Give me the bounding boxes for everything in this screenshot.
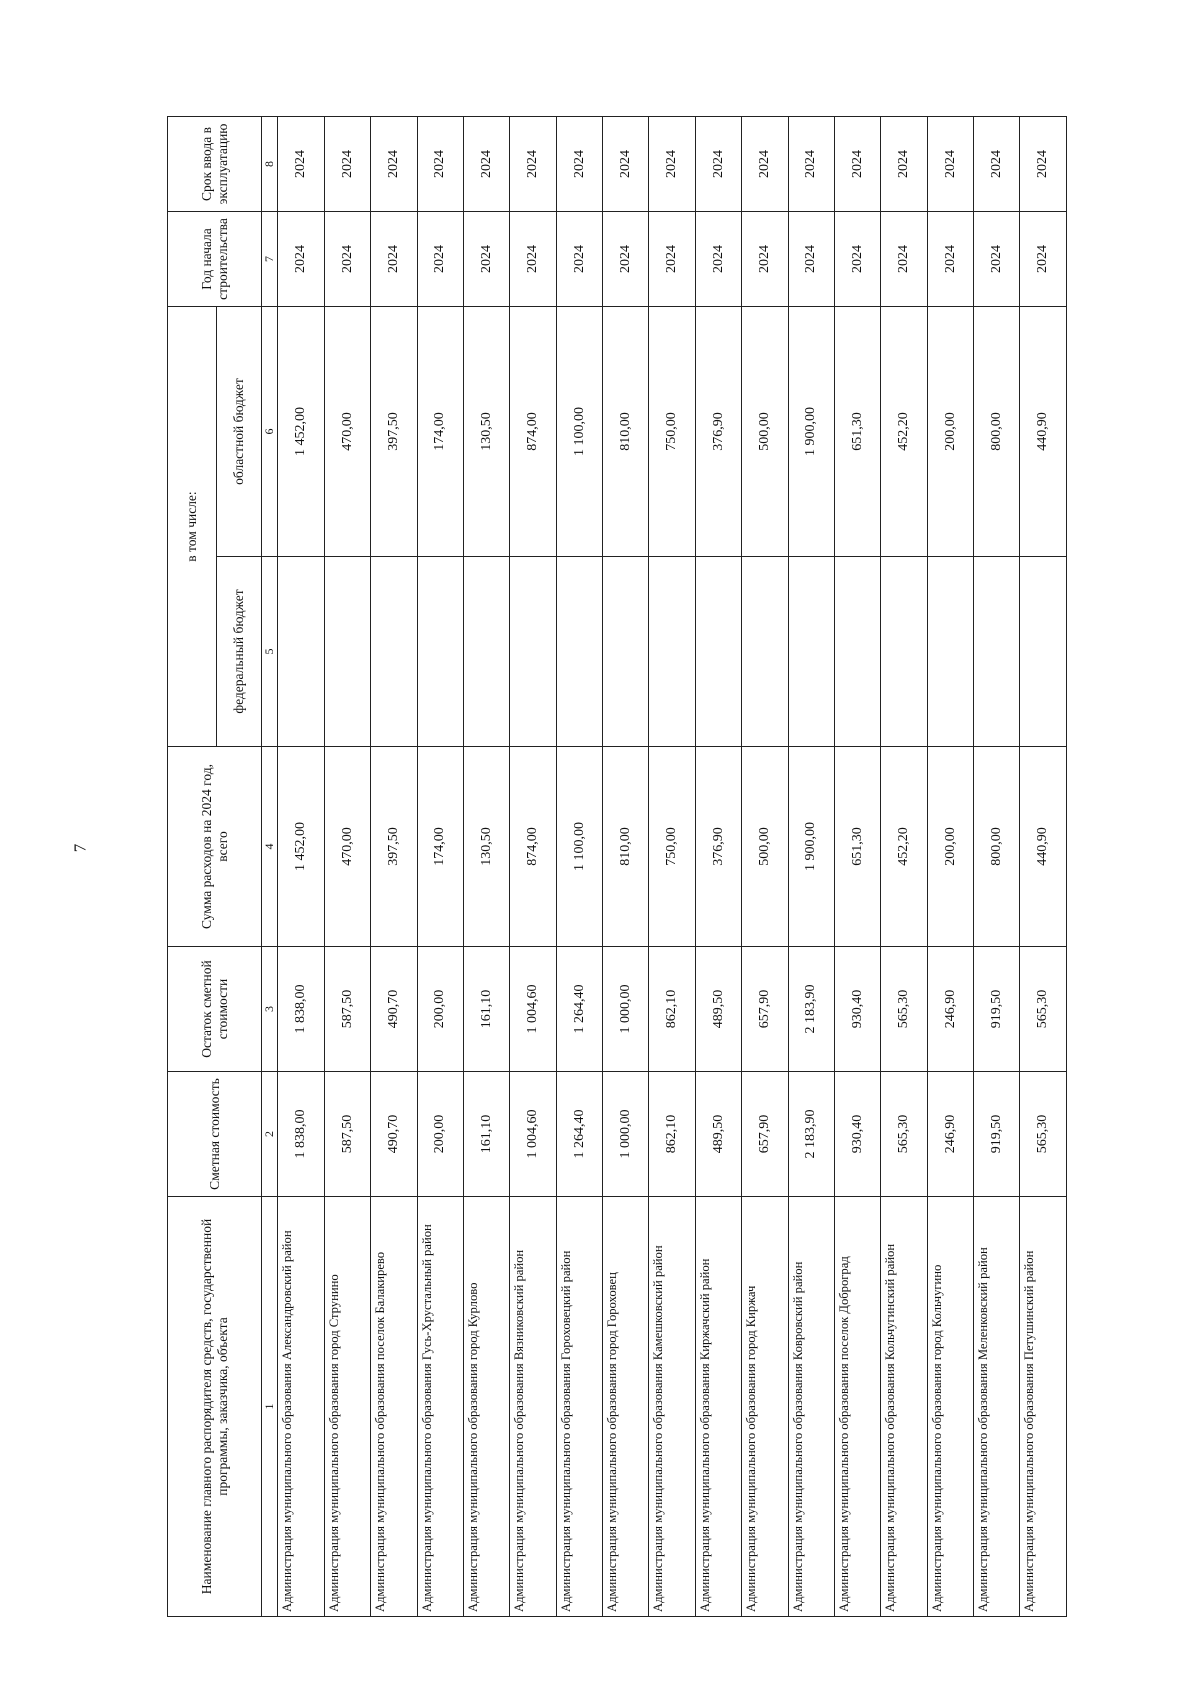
cell-recipient-name: Администрация муниципального образования Кольчугинский район: [881, 1197, 927, 1617]
cell-remaining-cost: 161,10: [463, 947, 509, 1072]
cell-commission-date: 2024: [556, 117, 602, 212]
cell-federal-budget: [649, 557, 695, 747]
cell-regional-budget: 200,00: [927, 307, 973, 557]
cell-regional-budget: 452,20: [881, 307, 927, 557]
column-number: 2: [262, 1072, 278, 1197]
cell-estimated-cost: 565,30: [881, 1072, 927, 1197]
cell-start-year: 2024: [278, 212, 324, 307]
cell-start-year: 2024: [463, 212, 509, 307]
cell-start-year: 2024: [324, 212, 370, 307]
cell-regional-budget: 500,00: [742, 307, 788, 557]
cell-total-2024: 874,00: [510, 747, 556, 947]
cell-start-year: 2024: [556, 212, 602, 307]
cell-estimated-cost: 1 838,00: [278, 1072, 324, 1197]
header-regional-budget: областной бюджет: [217, 307, 262, 557]
cell-commission-date: 2024: [742, 117, 788, 212]
cell-commission-date: 2024: [1020, 117, 1067, 212]
cell-federal-budget: [974, 557, 1020, 747]
cell-total-2024: 397,50: [371, 747, 417, 947]
cell-regional-budget: 1 452,00: [278, 307, 324, 557]
cell-estimated-cost: 930,40: [834, 1072, 880, 1197]
cell-commission-date: 2024: [695, 117, 741, 212]
cell-remaining-cost: 657,90: [742, 947, 788, 1072]
cell-recipient-name: Администрация муниципального образования город Струнино: [324, 1197, 370, 1617]
cell-commission-date: 2024: [278, 117, 324, 212]
cell-total-2024: 174,00: [417, 747, 463, 947]
page-number: 7: [70, 843, 90, 853]
cell-commission-date: 2024: [324, 117, 370, 212]
cell-commission-date: 2024: [510, 117, 556, 212]
cell-start-year: 2024: [510, 212, 556, 307]
column-number: 6: [262, 307, 278, 557]
cell-remaining-cost: 1 838,00: [278, 947, 324, 1072]
table-row: [742, 117, 788, 1617]
cell-recipient-name: Администрация муниципального образования Ковровский район: [788, 1197, 834, 1617]
cell-estimated-cost: 1 004,60: [510, 1072, 556, 1197]
cell-commission-date: 2024: [417, 117, 463, 212]
cell-start-year: 2024: [742, 212, 788, 307]
cell-commission-date: 2024: [463, 117, 509, 212]
cell-remaining-cost: 565,30: [881, 947, 927, 1072]
header-name: Наименование главного распорядителя средств, государственной программы, заказчика, объекта: [168, 1197, 262, 1617]
cell-commission-date: 2024: [649, 117, 695, 212]
header-total-2024: Сумма расходов на 2024 год, всего: [168, 747, 262, 947]
cell-start-year: 2024: [417, 212, 463, 307]
cell-recipient-name: Администрация муниципального образования Гусь-Хрустальный район: [417, 1197, 463, 1617]
header-start-year: Год начала строительства: [168, 212, 262, 307]
cell-remaining-cost: 200,00: [417, 947, 463, 1072]
cell-remaining-cost: 1 264,40: [556, 947, 602, 1072]
cell-recipient-name: Администрация муниципального образования Камешковский район: [649, 1197, 695, 1617]
cell-regional-budget: 874,00: [510, 307, 556, 557]
cell-recipient-name: Администрация муниципального образования Гороховецкий район: [556, 1197, 602, 1617]
cell-estimated-cost: 490,70: [371, 1072, 417, 1197]
cell-recipient-name: Администрация муниципального образования поселок Доброград: [834, 1197, 880, 1617]
cell-total-2024: 1 900,00: [788, 747, 834, 947]
cell-federal-budget: [510, 557, 556, 747]
cell-total-2024: 130,50: [463, 747, 509, 947]
cell-remaining-cost: 587,50: [324, 947, 370, 1072]
cell-recipient-name: Администрация муниципального образования Петушинский район: [1020, 1197, 1067, 1617]
header-including: в том числе:: [168, 307, 217, 747]
cell-remaining-cost: 565,30: [1020, 947, 1067, 1072]
cell-federal-budget: [463, 557, 509, 747]
cell-remaining-cost: 1 004,60: [510, 947, 556, 1072]
cell-total-2024: 651,30: [834, 747, 880, 947]
cell-recipient-name: Администрация муниципального образования город Гороховец: [603, 1197, 649, 1617]
cell-remaining-cost: 930,40: [834, 947, 880, 1072]
table-row: [649, 117, 695, 1617]
cell-regional-budget: 810,00: [603, 307, 649, 557]
table-row: [278, 117, 324, 1617]
cell-total-2024: 376,90: [695, 747, 741, 947]
cell-total-2024: 1 452,00: [278, 747, 324, 947]
cell-start-year: 2024: [834, 212, 880, 307]
cell-recipient-name: Администрация муниципального образования город Киржач: [742, 1197, 788, 1617]
cell-commission-date: 2024: [603, 117, 649, 212]
rotated-table-container: [167, 117, 1067, 1617]
expenditure-table: [167, 116, 1067, 1617]
cell-start-year: 2024: [603, 212, 649, 307]
table-row: [603, 117, 649, 1617]
cell-estimated-cost: 161,10: [463, 1072, 509, 1197]
cell-regional-budget: 440,90: [1020, 307, 1067, 557]
column-number-row: [262, 117, 278, 1617]
table-row: [1020, 117, 1067, 1617]
cell-federal-budget: [695, 557, 741, 747]
cell-remaining-cost: 246,90: [927, 947, 973, 1072]
cell-regional-budget: 750,00: [649, 307, 695, 557]
column-number: 5: [262, 557, 278, 747]
cell-commission-date: 2024: [834, 117, 880, 212]
cell-start-year: 2024: [881, 212, 927, 307]
column-number: 4: [262, 747, 278, 947]
cell-start-year: 2024: [788, 212, 834, 307]
table-row: [556, 117, 602, 1617]
column-number: 7: [262, 212, 278, 307]
cell-recipient-name: Администрация муниципального образования Меленковский район: [974, 1197, 1020, 1617]
cell-total-2024: 452,20: [881, 747, 927, 947]
cell-remaining-cost: 862,10: [649, 947, 695, 1072]
cell-estimated-cost: 587,50: [324, 1072, 370, 1197]
cell-federal-budget: [324, 557, 370, 747]
cell-remaining-cost: 919,50: [974, 947, 1020, 1072]
cell-remaining-cost: 490,70: [371, 947, 417, 1072]
cell-federal-budget: [788, 557, 834, 747]
cell-remaining-cost: 1 000,00: [603, 947, 649, 1072]
cell-estimated-cost: 919,50: [974, 1072, 1020, 1197]
cell-estimated-cost: 489,50: [695, 1072, 741, 1197]
cell-total-2024: 500,00: [742, 747, 788, 947]
table-row: [974, 117, 1020, 1617]
cell-regional-budget: 376,90: [695, 307, 741, 557]
cell-total-2024: 810,00: [603, 747, 649, 947]
cell-start-year: 2024: [371, 212, 417, 307]
cell-regional-budget: 1 900,00: [788, 307, 834, 557]
cell-commission-date: 2024: [974, 117, 1020, 212]
cell-total-2024: 1 100,00: [556, 747, 602, 947]
cell-recipient-name: Администрация муниципального образования поселок Балакирево: [371, 1197, 417, 1617]
table-row: [834, 117, 880, 1617]
table-row: [417, 117, 463, 1617]
cell-regional-budget: 397,50: [371, 307, 417, 557]
table-row: [463, 117, 509, 1617]
cell-regional-budget: 1 100,00: [556, 307, 602, 557]
cell-total-2024: 470,00: [324, 747, 370, 947]
cell-total-2024: 800,00: [974, 747, 1020, 947]
cell-estimated-cost: 1 000,00: [603, 1072, 649, 1197]
cell-regional-budget: 651,30: [834, 307, 880, 557]
cell-start-year: 2024: [649, 212, 695, 307]
cell-recipient-name: Администрация муниципального образования Киржачский район: [695, 1197, 741, 1617]
cell-regional-budget: 470,00: [324, 307, 370, 557]
header-estimated-cost: Сметная стоимость: [168, 1072, 262, 1197]
table-row: [371, 117, 417, 1617]
cell-remaining-cost: 2 183,90: [788, 947, 834, 1072]
table-row: [881, 117, 927, 1617]
cell-start-year: 2024: [927, 212, 973, 307]
table-row: [927, 117, 973, 1617]
cell-start-year: 2024: [974, 212, 1020, 307]
column-number: 8: [262, 117, 278, 212]
cell-federal-budget: [417, 557, 463, 747]
table-body: [278, 117, 1067, 1617]
cell-start-year: 2024: [695, 212, 741, 307]
cell-federal-budget: [371, 557, 417, 747]
cell-estimated-cost: 862,10: [649, 1072, 695, 1197]
header-commission-date: Срок ввода в эксплуатацию: [168, 117, 262, 212]
column-number: 1: [262, 1197, 278, 1617]
table-row: [788, 117, 834, 1617]
table-row: [695, 117, 741, 1617]
cell-recipient-name: Администрация муниципального образования город Кольчугино: [927, 1197, 973, 1617]
cell-recipient-name: Администрация муниципального образования город Курлово: [463, 1197, 509, 1617]
header-federal-budget: федеральный бюджет: [217, 557, 262, 747]
cell-remaining-cost: 489,50: [695, 947, 741, 1072]
cell-total-2024: 440,90: [1020, 747, 1067, 947]
cell-estimated-cost: 246,90: [927, 1072, 973, 1197]
table-row: [510, 117, 556, 1617]
cell-recipient-name: Администрация муниципального образования Александровский район: [278, 1197, 324, 1617]
cell-estimated-cost: 200,00: [417, 1072, 463, 1197]
cell-federal-budget: [603, 557, 649, 747]
cell-regional-budget: 174,00: [417, 307, 463, 557]
header-row-top: [168, 117, 217, 1617]
cell-federal-budget: [278, 557, 324, 747]
cell-commission-date: 2024: [927, 117, 973, 212]
header-remaining-cost: Остаток сметной стоимости: [168, 947, 262, 1072]
cell-federal-budget: [834, 557, 880, 747]
cell-commission-date: 2024: [788, 117, 834, 212]
cell-recipient-name: Администрация муниципального образования Вязниковский район: [510, 1197, 556, 1617]
cell-estimated-cost: 2 183,90: [788, 1072, 834, 1197]
cell-start-year: 2024: [1020, 212, 1067, 307]
cell-federal-budget: [881, 557, 927, 747]
cell-regional-budget: 800,00: [974, 307, 1020, 557]
cell-federal-budget: [556, 557, 602, 747]
cell-estimated-cost: 1 264,40: [556, 1072, 602, 1197]
cell-total-2024: 200,00: [927, 747, 973, 947]
cell-estimated-cost: 565,30: [1020, 1072, 1067, 1197]
cell-estimated-cost: 657,90: [742, 1072, 788, 1197]
cell-federal-budget: [742, 557, 788, 747]
table-row: [324, 117, 370, 1617]
cell-commission-date: 2024: [881, 117, 927, 212]
column-number: 3: [262, 947, 278, 1072]
cell-commission-date: 2024: [371, 117, 417, 212]
cell-total-2024: 750,00: [649, 747, 695, 947]
cell-federal-budget: [927, 557, 973, 747]
cell-federal-budget: [1020, 557, 1067, 747]
cell-regional-budget: 130,50: [463, 307, 509, 557]
